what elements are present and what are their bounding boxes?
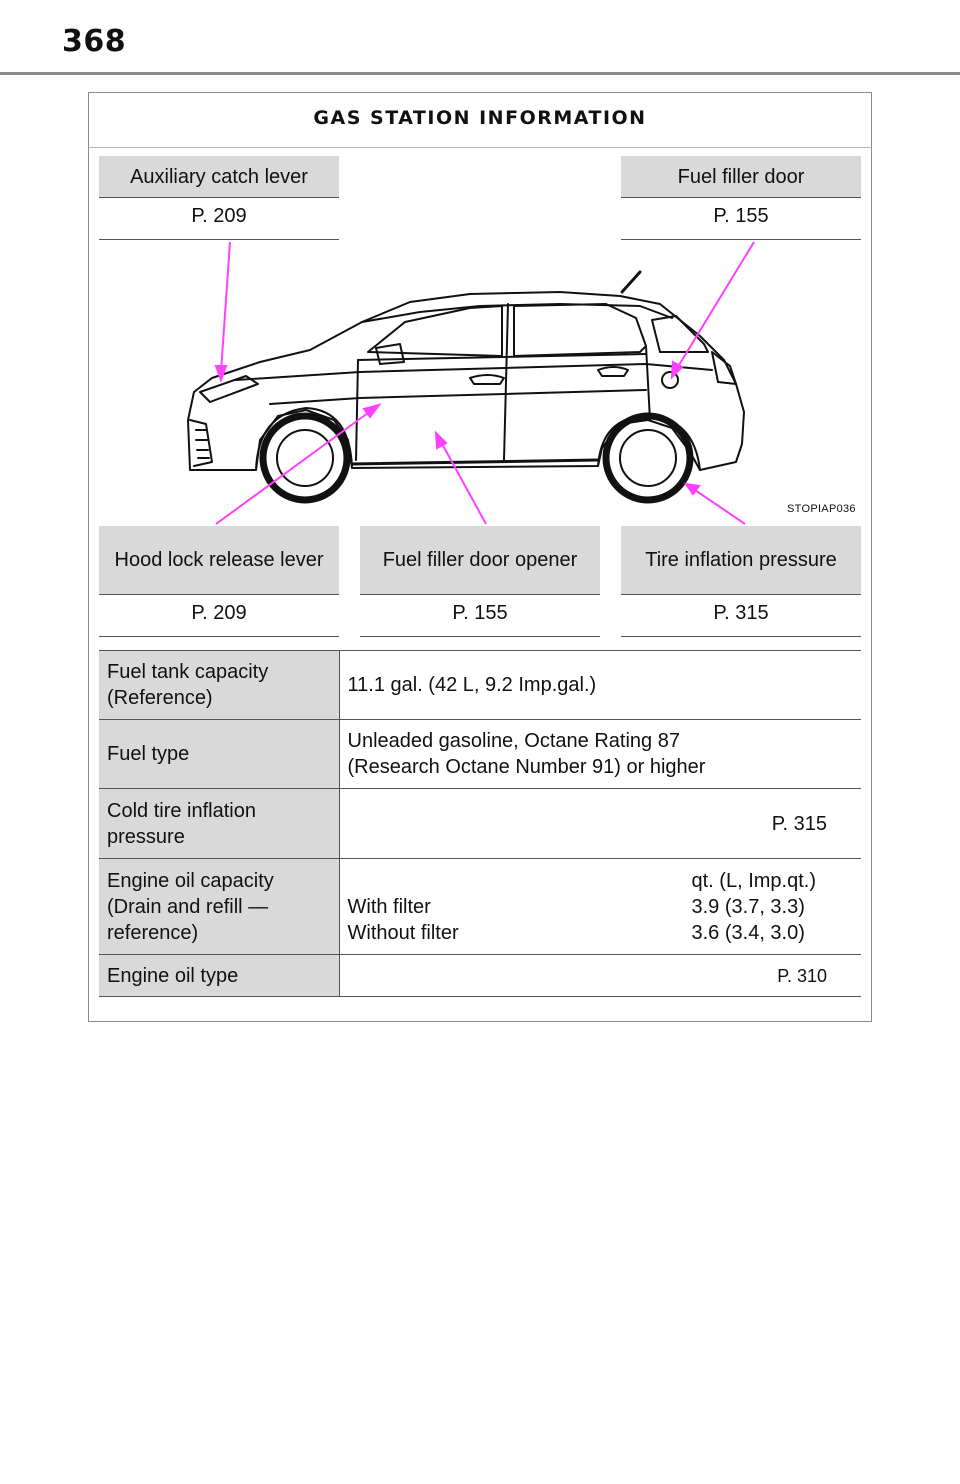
oil-with-filter-label: With filter — [347, 895, 431, 918]
oil-unit-header: qt. (L, Imp.qt.) — [691, 869, 816, 892]
label-tire-inflation-pressure: Tire inflation pressure — [621, 526, 861, 595]
table-row — [99, 955, 861, 997]
fuel-tank-label: Fuel tank capacity (Reference) — [99, 651, 339, 720]
table-row — [99, 789, 861, 859]
engine-oil-type-label: Engine oil type — [99, 955, 339, 997]
cold-tire-ref[interactable]: P. 315 — [339, 789, 861, 859]
ref-tire-inflation-pressure[interactable]: P. 315 — [621, 595, 861, 637]
oil-capacity-grid — [348, 868, 854, 946]
engine-oil-capacity-label: Engine oil capacity (Drain and refill — reference) — [99, 859, 339, 955]
engine-oil-type-ref[interactable]: P. 310 — [339, 955, 861, 997]
fuel-type-label: Fuel type — [99, 720, 339, 789]
oil-without-filter-value: 3.6 (3.4, 3.0) — [691, 921, 805, 944]
page-number: 368 — [62, 24, 127, 59]
spec-table — [99, 650, 861, 997]
panel-title: GAS STATION INFORMATION — [89, 93, 871, 148]
oil-without-filter-label: Without filter — [347, 921, 459, 944]
engine-oil-capacity-value — [339, 859, 861, 955]
ref-fuel-filler-door-opener[interactable]: P. 155 — [360, 595, 600, 637]
table-row — [99, 720, 861, 789]
ref-hood-lock-release-lever[interactable]: P. 209 — [99, 595, 339, 637]
fuel-type-line1: Unleaded gasoline, Octane Rating 87 — [347, 730, 680, 752]
cold-tire-label: Cold tire inflation pressure — [99, 789, 339, 859]
figure-code: STOPIAP036 — [787, 503, 856, 515]
ref-fuel-filler-door[interactable]: P. 155 — [621, 198, 861, 240]
fuel-type-line2: (Research Octane Number 91) or higher — [347, 756, 706, 778]
label-hood-lock-release-lever: Hood lock release lever — [99, 526, 339, 595]
label-fuel-filler-door-opener: Fuel filler door opener — [360, 526, 600, 595]
table-row — [99, 651, 861, 720]
table-row — [99, 859, 861, 955]
label-auxiliary-catch-lever: Auxiliary catch lever — [99, 156, 339, 198]
oil-with-filter-value: 3.9 (3.7, 3.3) — [691, 895, 805, 918]
fuel-type-value — [339, 720, 861, 789]
fuel-tank-value: 11.1 gal. (42 L, 9.2 Imp.gal.) — [339, 651, 861, 720]
ref-auxiliary-catch-lever[interactable]: P. 209 — [99, 198, 339, 240]
label-fuel-filler-door: Fuel filler door — [621, 156, 861, 198]
